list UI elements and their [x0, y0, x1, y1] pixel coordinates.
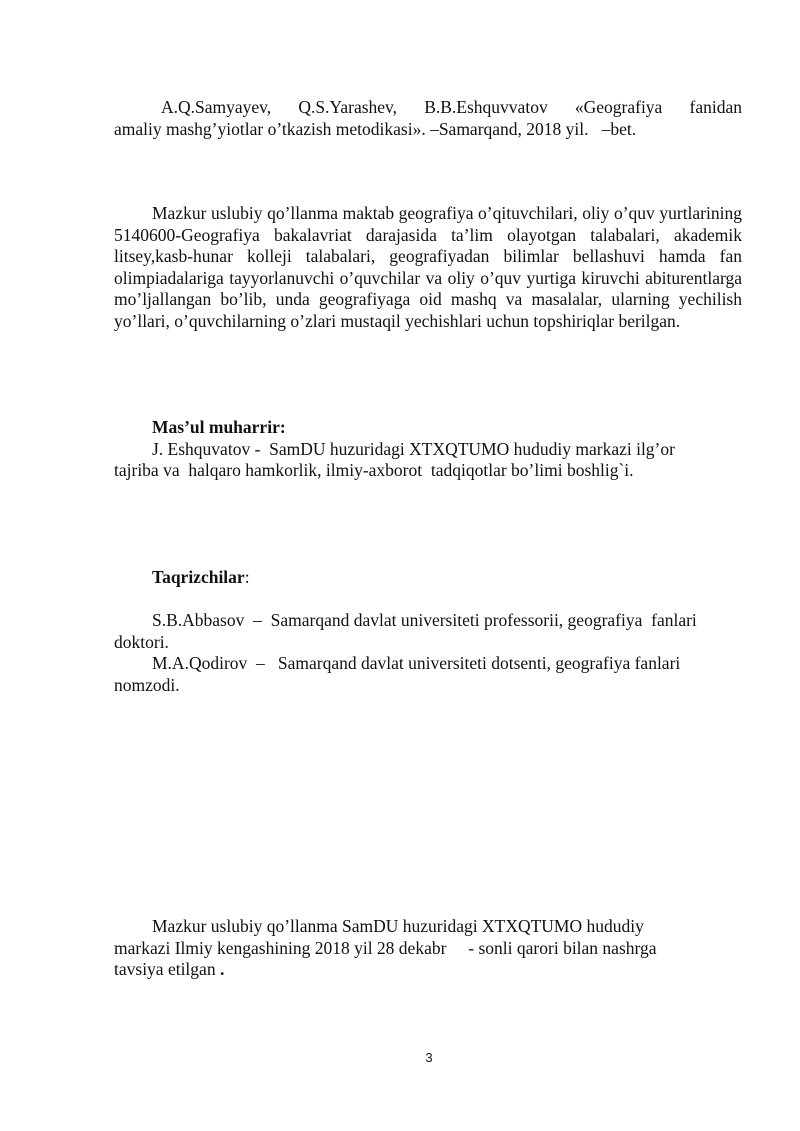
reviewer-2-line-1: M.A.Qodirov – Samarqand davlat universiteti dotsenti, geografiya fanlari [152, 653, 681, 673]
recommendation-period: . [219, 959, 225, 979]
recommendation-line-2: markazi Ilmiy kengashining 2018 yil 28 dekabr - sonli qarori bilan nashrga [114, 937, 657, 958]
reviewers-heading-row [114, 567, 742, 589]
recommendation-line-3: tavsiya etilgan [114, 959, 220, 979]
page-number: 3 [425, 1050, 433, 1065]
reviewer-2-line-2: nomzodi. [114, 674, 180, 695]
reviewers-heading: Taqrizchilar [152, 567, 245, 587]
recommendation-line-3-row [114, 959, 742, 981]
reviewers-colon: : [244, 567, 250, 587]
reviewer-1-line-2: doktori. [114, 631, 169, 652]
editor-line-1: J. Eshquvatov - SamDU huzuridagi XTXQTUMO hududiy markazi ilg’or [152, 438, 675, 459]
recommendation-line-1: Mazkur uslubiy qo’llanma SamDU huzuridagi XTXQTUMO hududiy [152, 916, 644, 936]
editor-heading: Mas’ul muharrir: [152, 417, 286, 437]
reviewers-section [114, 567, 742, 589]
citation-line-2: amaliy mashg’yiotlar o’tkazish metodikasi». –Samarqand, 2018 yil. –bet. [114, 118, 637, 139]
citation [114, 97, 742, 140]
citation-line-1: A.Q.Samyayev, Q.S.Yarashev, B.B.Eshquvvatov «Geografiya fanidan [161, 97, 742, 117]
reviewers-list [114, 610, 742, 696]
reviewer-1-line-1: S.B.Abbasov – Samarqand davlat universiteti professorii, geografiya fanlari [152, 610, 697, 630]
editor-line-2: tajriba va halqaro hamkorlik, ilmiy-axborot tadqiqotlar bo’limi boshlig`i. [114, 460, 634, 480]
editor-section [114, 417, 742, 482]
recommendation-paragraph [114, 916, 742, 981]
annotation-text: Mazkur uslubiy qo’llanma maktab geografiya o’qituvchilari, oliy o’quv yurtlarining 5140600-Geografiya bakalavriat darajasida ta’lim olayotgan talabalari, akademik litsey,kasb-hunar kolleji talabalari, geografiyadan bilimlar bellashuvi hamda fan olimpiadalariga tayyorlanuvchi o’quvchilar va oliy o’quv yurtiga kiruvchi abiturentlarga mo’ljallangan bo’lib, unda geografiyaga oid mashq va masalalar, ularning yechilish yo’llari, o’quvchilarning o’zlari mustaqil yechishlari uchun topshiriqlar berilgan. [114, 203, 742, 331]
annotation-paragraph [114, 203, 742, 332]
